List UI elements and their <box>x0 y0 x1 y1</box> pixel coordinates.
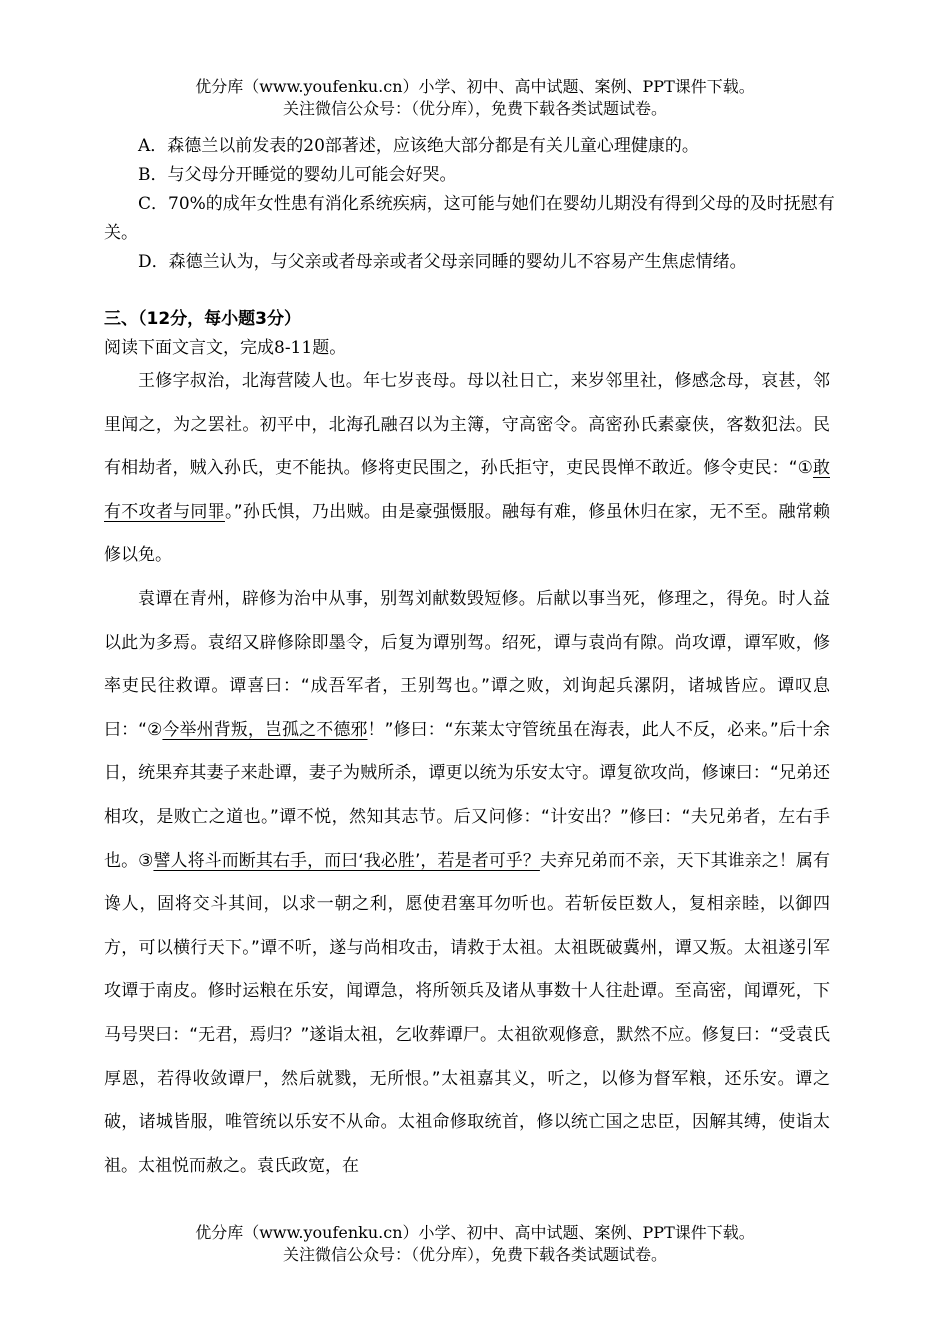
passage-text: 王修字叔治，北海营陵人也。年七岁丧母。母以社日亡，来岁邻里社，修感念母，哀甚，邻里闻之，为之罢社。初平中，北海孔融召以为主簿，守高密令。高密孙氏素豪侠，客数犯法。民有相劫者，贼入孙氏，吏不能执。修将吏民围之，孙氏拒守，吏民畏惮不敢近。修令吏民：“① <box>104 371 830 479</box>
option-b: B．与父母分开睡觉的婴幼儿可能会好哭。 <box>138 165 457 185</box>
passage-text: 夫弃兄弟而不亲，天下其谁亲之！属有谗人，固将交斗其间，以求一朝之利，愿使君塞耳勿听也。若斩佞臣数人，复相亲睦，以御四方，可以横行天下。”谭不听，遂与尚相攻击，请救于太祖。太祖既破冀州，谭又叛。太祖遂引军攻谭于南皮。修时运粮在乐安，闻谭急，将所领兵及诸从事数十人往赴谭。至高密，闻谭死，下马号哭曰：“无君，焉归？”遂诣太祖，乞收葬谭尸。太祖欲观修意，默然不应。修复曰：“受袁氏厚恩，若得收敛谭尸，然后就戮，无所恨。”太祖嘉其义，听之，以修为督军粮，还乐安。谭之破，诸城皆服，唯管统以乐安不从命。太祖命修取统首，修以统亡国之忠臣，因解其缚，使诣太祖。太祖悦而赦之。袁氏政宽，在 <box>104 850 830 1176</box>
underlined-sentence-1: 敢有不攻者与同罪 <box>104 458 830 522</box>
passage-text: 袁谭在青州，辟修为治中从事，别驾刘献数毁短修。后献以事当死，修理之，得免。时人益以此为多焉。袁绍又辟修除即墨令，后复为谭别驾。绍死，谭与袁尚有隙。尚攻谭，谭军败，修率吏民往救谭。谭喜曰：“成吾军者，王别驾也。”谭之败，刘询起兵漯阴，诸城皆应。谭叹息曰：“② <box>104 588 830 740</box>
option-d: D．森德兰认为，与父亲或者母亲或者父母亲同睡的婴幼儿不容易产生焦虑情绪。 <box>138 252 747 272</box>
underlined-sentence-3: 譬人将斗而断其右手，而曰‘我必胜’，若是者可乎？ <box>153 850 540 871</box>
section-title: 三、（12分，每小题3分） <box>104 309 301 329</box>
footer-banner-line2: 关注微信公众号：（优分库），免费下载各类试题试卷。 <box>282 1245 667 1264</box>
footer-banner <box>0 1222 950 1266</box>
header-banner <box>0 76 950 120</box>
passage-text: ！”修曰：“东莱太守管统虽在海表，此人不反，必来。”后十余日，统果弃其妻子来赴谭，妻子为贼所杀，谭更以统为乐安太守。谭复欲攻尚，修谏曰：“兄弟还相攻，是败亡之道也。”谭不悦，然知其志节。后又问修：“计安出？”修曰：“夫兄弟者，左右手也。③ <box>104 719 831 871</box>
option-a: A．森德兰以前发表的20部著述，应该绝大部分都是有关儿童心理健康的。 <box>138 136 699 156</box>
footer-banner-line1: 优分库（www.youfenku.cn）小学、初中、高中试题、案例、PPT课件下载。 <box>195 1223 755 1242</box>
section-instruction: 阅读下面文言文，完成8-11题。 <box>104 338 347 358</box>
header-banner-line2: 关注微信公众号：（优分库），免费下载各类试题试卷。 <box>282 99 667 118</box>
header-banner-line1: 优分库（www.youfenku.cn）小学、初中、高中试题、案例、PPT课件下载。 <box>195 77 755 96</box>
classical-passage <box>104 360 830 1188</box>
option-c: C．70%的成年女性患有消化系统疾病，这可能与她们在婴幼儿期没有得到父母的及时抚慰有关。 <box>104 194 835 243</box>
passage-text: 。”孙氏惧，乃出贼。由是豪强慑服。融每有难，修虽休归在家，无不至。融常赖修以免。 <box>104 501 830 566</box>
answer-options <box>104 132 849 277</box>
passage-paragraph-2 <box>104 578 830 1188</box>
underlined-sentence-2: 今举州背叛，岂孤之不德邪 <box>162 719 368 740</box>
passage-paragraph-1 <box>104 360 830 578</box>
